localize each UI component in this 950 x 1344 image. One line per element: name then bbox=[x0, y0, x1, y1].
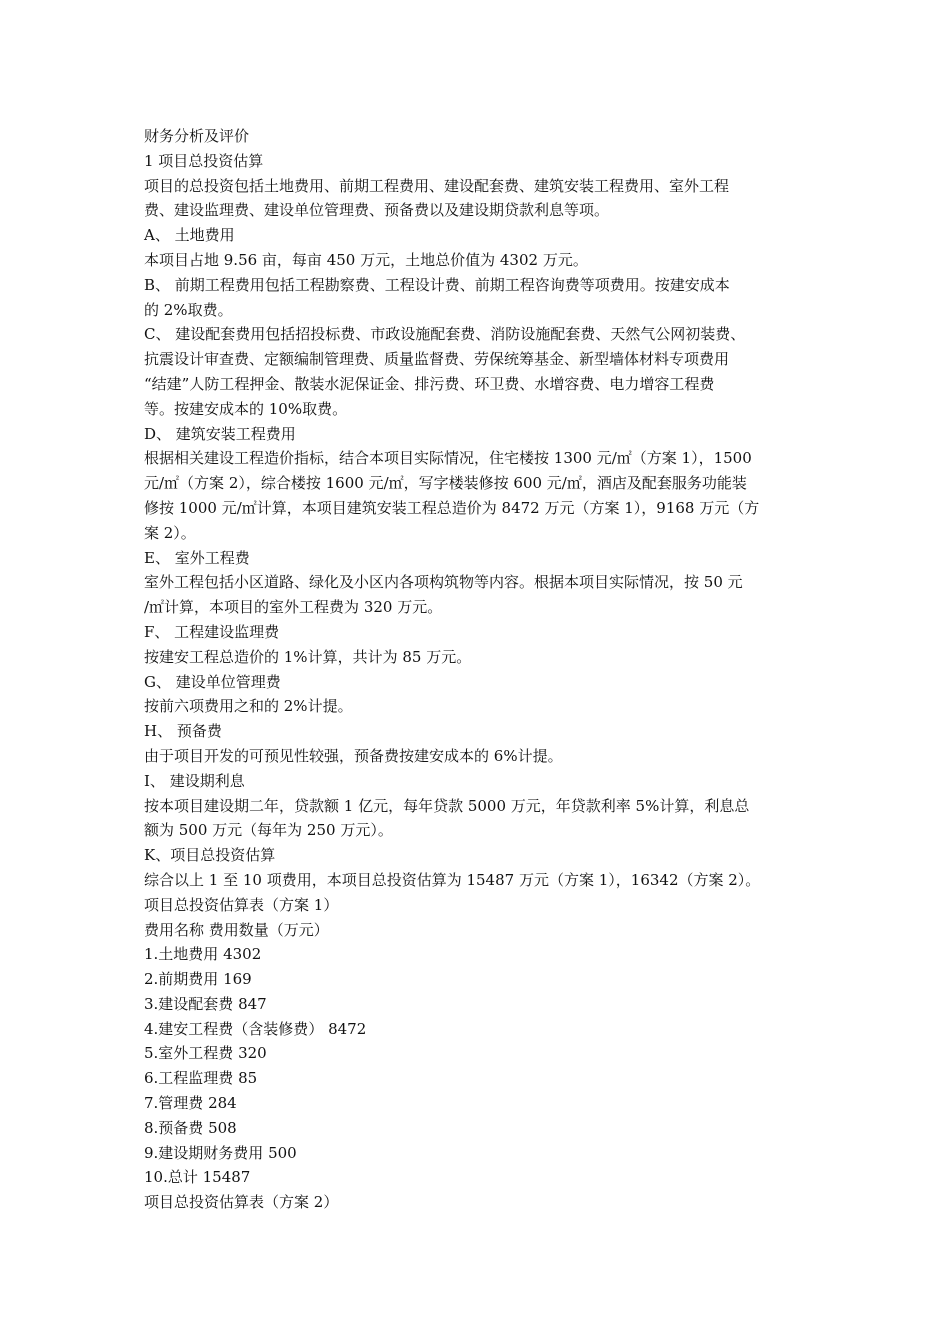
table-row: 9.建设期财务费用 500 bbox=[144, 1143, 297, 1162]
subheading-b: B、 前期工程费用包括工程勘察费、工程设计费、前期工程咨询费等项费用。按建安成本 bbox=[144, 275, 730, 294]
table-row: 8.预备费 508 bbox=[144, 1118, 237, 1137]
document-page bbox=[144, 124, 812, 1215]
table-row: 2.前期费用 169 bbox=[144, 970, 252, 989]
paragraph-line: 等。按建安成本的 10%取费。 bbox=[144, 399, 348, 418]
table-row: 3.建设配套费 847 bbox=[144, 994, 267, 1013]
table-header: 费用名称 费用数量（万元） bbox=[144, 920, 329, 939]
subheading-f: F、 工程建设监理费 bbox=[144, 622, 280, 641]
subheading-g: G、 建设单位管理费 bbox=[144, 672, 281, 691]
paragraph-line: 额为 500 万元（每年为 250 万元）。 bbox=[144, 821, 393, 840]
subheading-k: K、项目总投资估算 bbox=[144, 846, 276, 865]
paragraph-line: 根据相关建设工程造价指标，结合本项目实际情况，住宅楼按 1300 元/㎡（方案 1），1500 bbox=[144, 449, 752, 468]
paragraph-line: 的 2%取费。 bbox=[144, 300, 233, 319]
subheading-h: H、 预备费 bbox=[144, 722, 222, 741]
paragraph-line: 元/㎡（方案 2），综合楼按 1600 元/㎡，写字楼装修按 600 元/㎡，酒店及配套服务功能装 bbox=[144, 474, 747, 493]
table-row: 4.建安工程费（含装修费） 8472 bbox=[144, 1019, 367, 1038]
paragraph-line: 按本项目建设期二年，贷款额 1 亿元，每年贷款 5000 万元，年贷款利率 5%计算，利息总 bbox=[144, 796, 750, 815]
paragraph-line: 修按 1000 元/㎡计算，本项目建筑安装工程总造价为 8472 万元（方案 1），9168 万元（方 bbox=[144, 498, 760, 517]
subheading-i: I、 建设期利息 bbox=[144, 771, 245, 790]
subheading-d: D、 建筑安装工程费用 bbox=[144, 424, 296, 443]
heading-section-1: 1 项目总投资估算 bbox=[144, 151, 264, 170]
table-row: 7.管理费 284 bbox=[144, 1094, 237, 1113]
subheading-c: C、 建设配套费用包括招投标费、市政设施配套费、消防设施配套费、天然气公网初装费、 bbox=[144, 325, 746, 344]
heading-title: 财务分析及评价 bbox=[144, 127, 250, 145]
table-title-plan-2: 项目总投资估算表（方案 2） bbox=[144, 1193, 339, 1212]
paragraph-line: 按建安工程总造价的 1%计算，共计为 85 万元。 bbox=[144, 647, 472, 666]
paragraph-line: 本项目占地 9.56 亩，每亩 450 万元，土地总价值为 4302 万元。 bbox=[144, 250, 588, 269]
subheading-e: E、 室外工程费 bbox=[144, 548, 250, 567]
paragraph-line: 项目的总投资包括土地费用、前期工程费用、建设配套费、建筑安装工程费用、室外工程 bbox=[144, 176, 730, 195]
table-row: 1.土地费用 4302 bbox=[144, 945, 262, 964]
table-row: 10.总计 15487 bbox=[144, 1168, 251, 1187]
paragraph-line: 费、建设监理费、建设单位管理费、预备费以及建设期贷款利息等项。 bbox=[144, 201, 610, 220]
paragraph-line: /㎡计算，本项目的室外工程费为 320 万元。 bbox=[144, 598, 443, 617]
paragraph-line: “结建”人防工程押金、散装水泥保证金、排污费、环卫费、水增容费、电力增容工程费 bbox=[144, 374, 715, 393]
paragraph-line: 综合以上 1 至 10 项费用，本项目总投资估算为 15487 万元（方案 1），16342（方案 2）。 bbox=[144, 870, 761, 889]
paragraph-line: 由于项目开发的可预见性较强，预备费按建安成本的 6%计提。 bbox=[144, 746, 563, 765]
paragraph-line: 案 2）。 bbox=[144, 523, 196, 542]
subheading-a: A、 土地费用 bbox=[144, 226, 235, 245]
table-row: 5.室外工程费 320 bbox=[144, 1044, 267, 1063]
paragraph-line: 按前六项费用之和的 2%计提。 bbox=[144, 697, 353, 716]
table-title-plan-1: 项目总投资估算表（方案 1） bbox=[144, 895, 339, 914]
table-row: 6.工程监理费 85 bbox=[144, 1069, 258, 1088]
paragraph-line: 室外工程包括小区道路、绿化及小区内各项构筑物等内容。根据本项目实际情况，按 50 元 bbox=[144, 573, 743, 592]
paragraph-line: 抗震设计审查费、定额编制管理费、质量监督费、劳保统筹基金、新型墙体材料专项费用 bbox=[144, 350, 730, 369]
